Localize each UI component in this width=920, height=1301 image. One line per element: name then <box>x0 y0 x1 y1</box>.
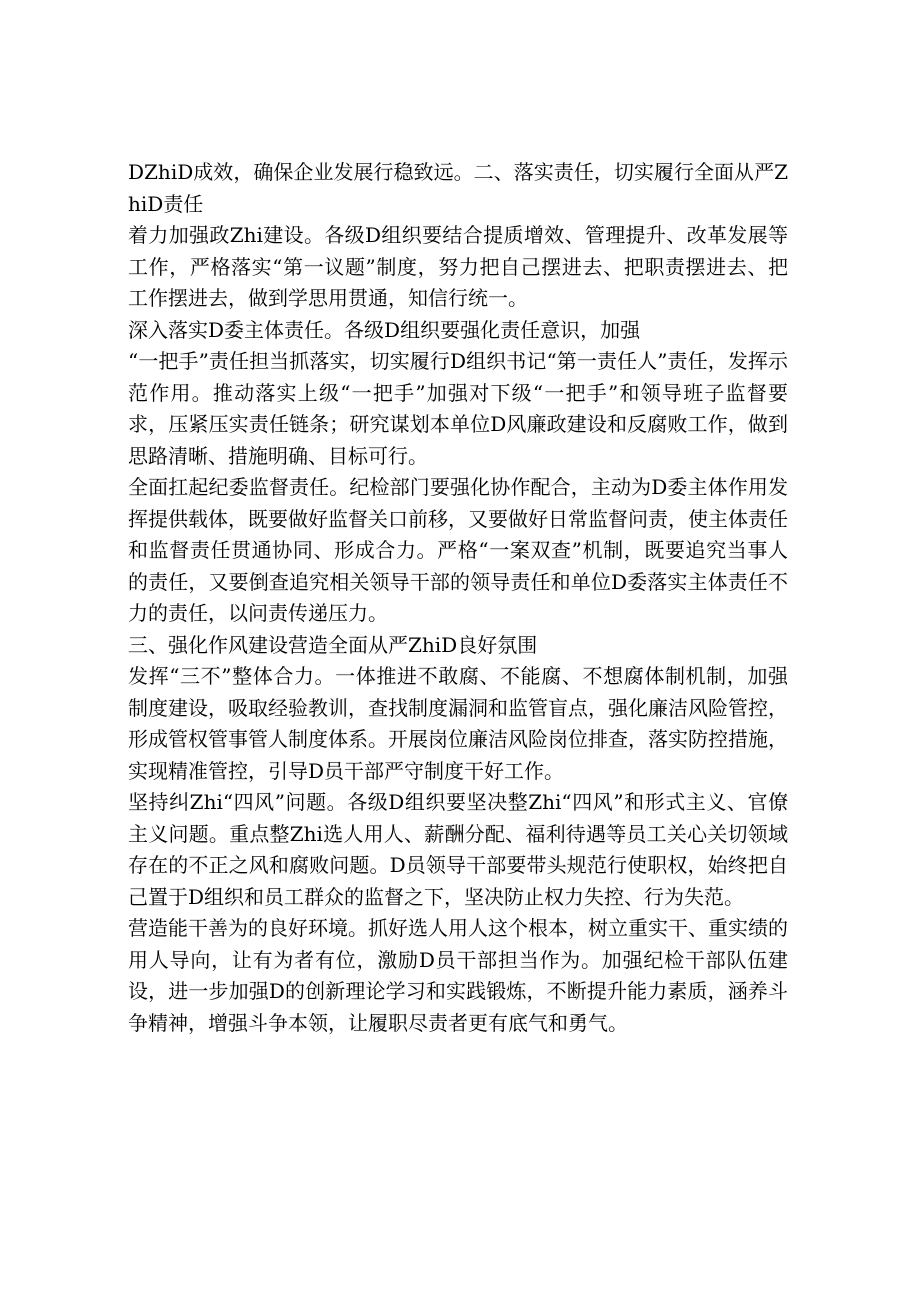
paragraph-three-nots: 发挥“三不”整体合力。一体推进不敢腐、不能腐、不想腐体制机制，加强制度建设，吸取经验教训，查找制度漏洞和监管盲点，强化廉洁风险管控，形成管权管事管人制度体系。开展岗位廉洁风险岗位排查，落实防控措施，实现精准管控，引导D员干部严守制度干好工作。 <box>128 664 788 783</box>
paragraph-four-winds: 坚持纠Zhi“四风”问题。各级D组织要坚决整Zhi“四风”和形式主义、官僚主义问题。重点整Zhi选人用人、薪酬分配、福利待遇等员工关心关切领域存在的不正之风和腐败问题。D员领导干部要带头规范行使职权，始终把自己置于D组织和员工群众的监督之下，坚决防止权力失控、行为失范。 <box>128 790 788 909</box>
paragraph-intro-and-heading-2: DZhiD成效，确保企业发展行稳致远。二、落实责任，切实履行全面从严ZhiD责任 <box>128 160 788 216</box>
section-heading-3: 三、强化作风建设营造全面从严ZhiD良好氛围 <box>128 632 538 657</box>
document-body <box>128 157 788 1039</box>
paragraph-discipline-supervision: 全面扛起纪委监督责任。纪检部门要强化协作配合，主动为D委主体作用发挥提供载体，既要做好监督关口前移，又要做好日常监督问责，使主体责任和监督责任贯通协同、形成合力。严格“一案双查”机制，既要追究当事人的责任，又要倒查追究相关领导干部的领导责任和单位D委落实主体责任不力的责任，以问责传递压力。 <box>128 475 788 625</box>
paragraph-political-building: 着力加强政Zhi建设。各级D组织要结合提质增效、管理提升、改革发展等工作，严格落实“第一议题”制度，努力把自己摆进去、把职责摆进去、把工作摆进去，做到学思用贯通，知信行统一。 <box>128 223 788 310</box>
paragraph-party-committee-responsibility: 深入落实D委主体责任。各级D组织要强化责任意识，加强 <box>128 317 641 342</box>
paragraph-top-leader-responsibility: “一把手”责任担当抓落实，切实履行D组织书记“第一责任人”责任，发挥示范作用。推动落实上级“一把手”加强对下级“一把手”和领导班子监督要求，压紧压实责任链条；研究谋划本单位D风廉政建设和反腐败工作，做到思路清晰、措施明确、目标可行。 <box>128 349 788 468</box>
paragraph-good-environment: 营造能干善为的良好环境。抓好选人用人这个根本，树立重实干、重实绩的用人导向，让有为者有位，激励D员干部担当作为。加强纪检干部队伍建设，进一步加强D的创新理论学习和实践锻炼，不断提升能力素质，涵养斗争精神，增强斗争本领，让履职尽责者更有底气和勇气。 <box>128 916 788 1035</box>
